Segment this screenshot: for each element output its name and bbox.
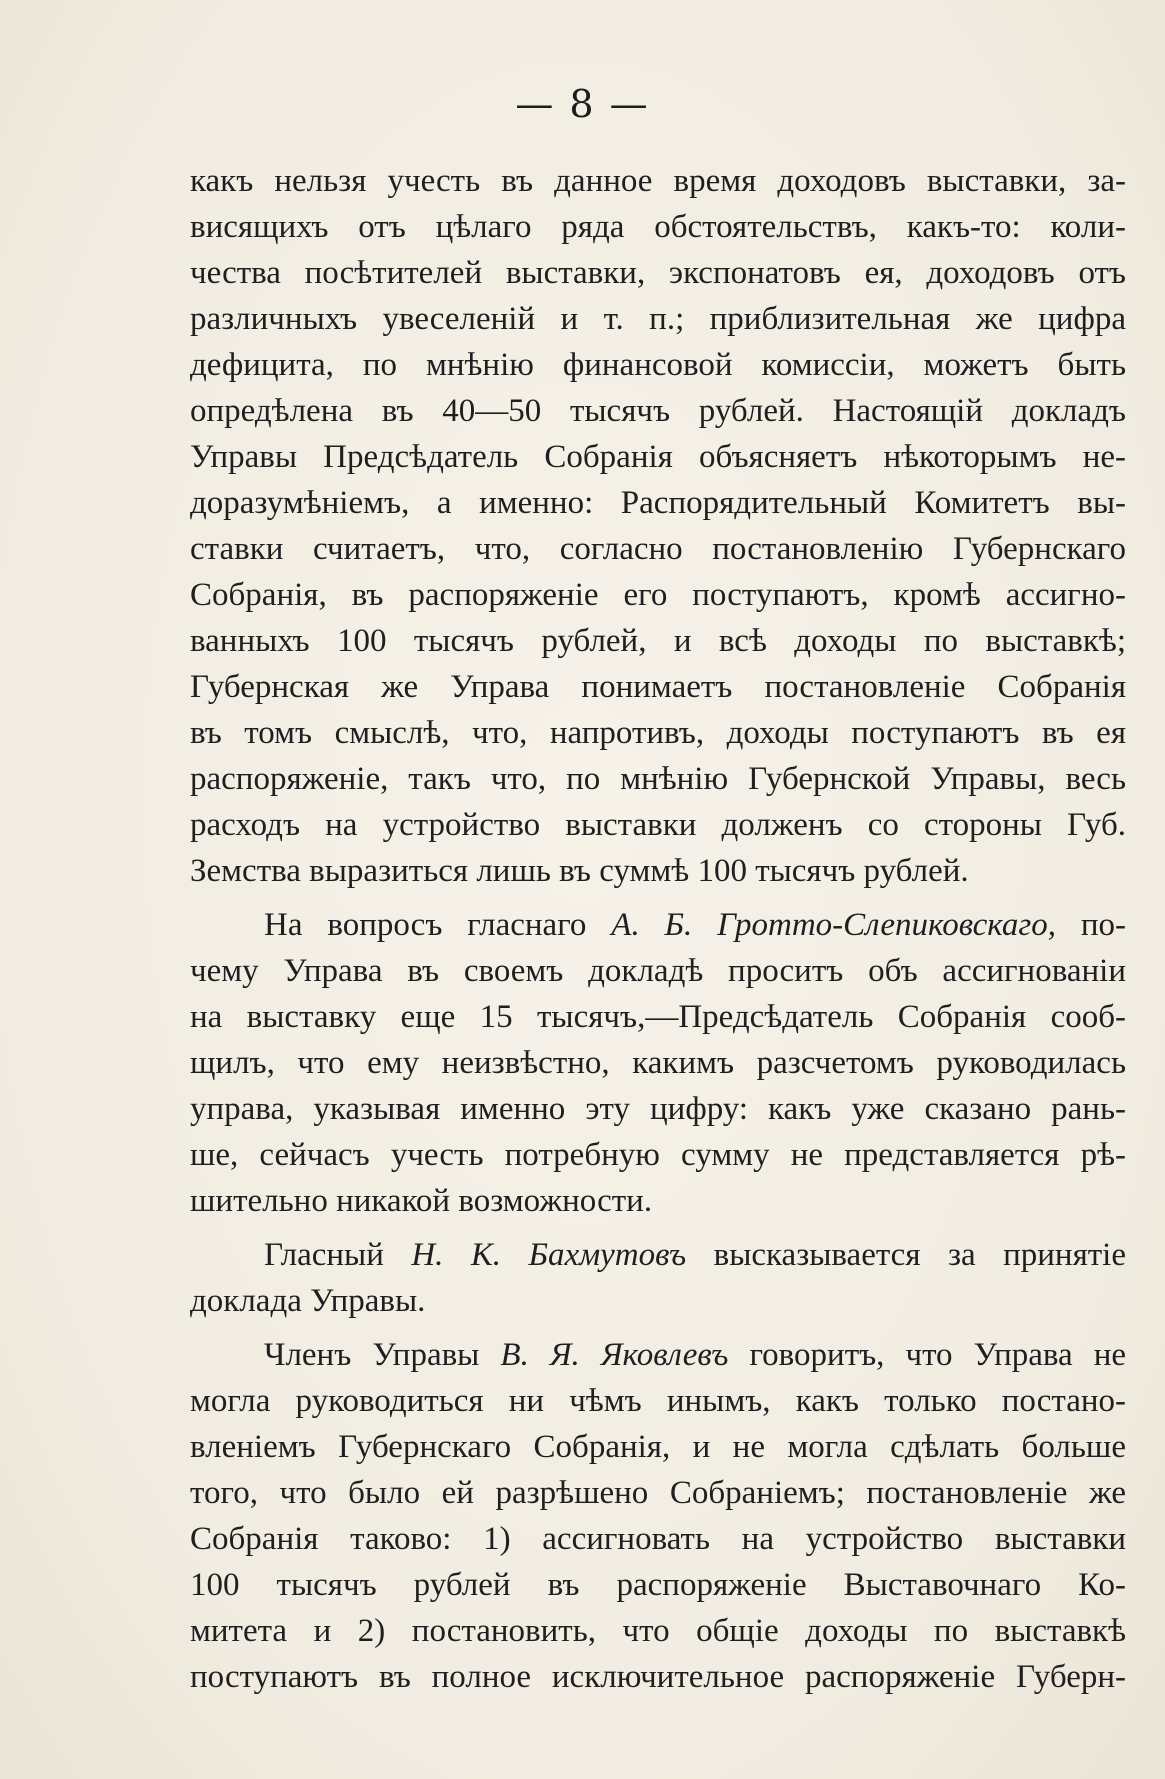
text-line: Земства выразиться лишь въ суммѣ 100 тысячъ рублей.: [190, 853, 969, 889]
text-line: доклада Управы.: [190, 1283, 426, 1319]
paragraph-line: [190, 1232, 1126, 1278]
text-line: въ томъ смыслѣ, что, напротивъ, доходы поступаютъ въ ея: [190, 715, 1126, 751]
text-line: Собранія, въ распоряженіе его поступаютъ, кромѣ ассигно-: [190, 577, 1126, 613]
text-line: управа, указывая именно эту цифру: какъ уже сказано рань-: [190, 1091, 1126, 1127]
text-line: ванныхъ 100 тысячъ рублей, и всѣ доходы по выставкѣ;: [190, 623, 1126, 659]
text-line: Управы Предсѣдатель Собранія объясняетъ нѣкоторымъ не-: [190, 439, 1126, 475]
text-line: 100 тысячъ рублей въ распоряженіе Выставочнаго Ко-: [190, 1567, 1126, 1603]
text-line: на выставку еще 15 тысячъ,—Предсѣдатель Собранія сооб-: [190, 999, 1126, 1035]
text-line: доразумѣніемъ, а именно: Распорядительный Комитетъ вы-: [190, 485, 1126, 521]
text-line: дефицита, по мнѣнію финансовой комиссіи, можетъ быть: [190, 347, 1126, 383]
text-line: какъ нельзя учесть въ данное время доходовъ выставки, за-: [190, 163, 1126, 199]
text-line: чества посѣтителей выставки, экспонатовъ ея, доходовъ отъ: [190, 255, 1126, 291]
text-line: Собранія таково: 1) ассигновать на устройство выставки: [190, 1521, 1126, 1557]
text-line: митета и 2) постановить, что общіе доходы по выставкѣ: [190, 1613, 1126, 1649]
text-line: шительно никакой возможности.: [190, 1183, 653, 1219]
text-span: На вопросъ гласнаго: [264, 907, 612, 943]
page-number: — 8 —: [515, 82, 650, 126]
text-line: ставки считаетъ, что, согласно постановленію Губернскаго: [190, 531, 1126, 567]
text-line: опредѣлена въ 40—50 тысячъ рублей. Настоящій докладъ: [190, 393, 1126, 429]
text-span: говоритъ, что Управа не: [728, 1337, 1126, 1373]
text-span: Членъ Управы: [264, 1337, 501, 1373]
text-span: по-: [1055, 907, 1126, 943]
text-line: поступаютъ въ полное исключительное распоряженіе Губерн-: [190, 1659, 1126, 1695]
text-line: висящихъ отъ цѣлаго ряда обстоятельствъ, какъ-то: коли-: [190, 209, 1126, 245]
text-span: Гласный: [264, 1237, 412, 1273]
paragraph-line: [190, 902, 1126, 948]
person-name: В. Я. Яковлевъ: [500, 1337, 729, 1373]
text-line: различныхъ увеселеній и т. п.; приблизительная же цифра: [190, 301, 1126, 337]
text-span: высказывается за принятіе: [686, 1237, 1126, 1273]
body-text: [190, 158, 1126, 1700]
paragraph-line: [190, 1332, 1126, 1378]
text-line: распоряженіе, такъ что, по мнѣнію Губернской Управы, весь: [190, 761, 1126, 797]
text-line: расходъ на устройство выставки долженъ со стороны Губ.: [190, 807, 1126, 843]
text-line: щилъ, что ему неизвѣстно, какимъ разсчетомъ руководилась: [190, 1045, 1126, 1081]
text-line: могла руководиться ни чѣмъ инымъ, какъ только постано-: [190, 1383, 1126, 1419]
text-line: того, что было ей разрѣшено Собраніемъ; постановленіе же: [190, 1475, 1126, 1511]
text-line: ше, сейчасъ учесть потребную сумму не представляется рѣ-: [190, 1137, 1126, 1173]
person-name: А. Б. Гротто-Слепиковскаго,: [611, 907, 1056, 943]
text-line: чему Управа въ своемъ докладѣ проситъ объ ассигнованіи: [190, 953, 1126, 989]
text-line: Губернская же Управа понимаетъ постановленіе Собранія: [190, 669, 1126, 705]
person-name: Н. К. Бахмутовъ: [411, 1237, 687, 1273]
text-line: вленіемъ Губернскаго Собранія, и не могла сдѣлать больше: [190, 1429, 1126, 1465]
